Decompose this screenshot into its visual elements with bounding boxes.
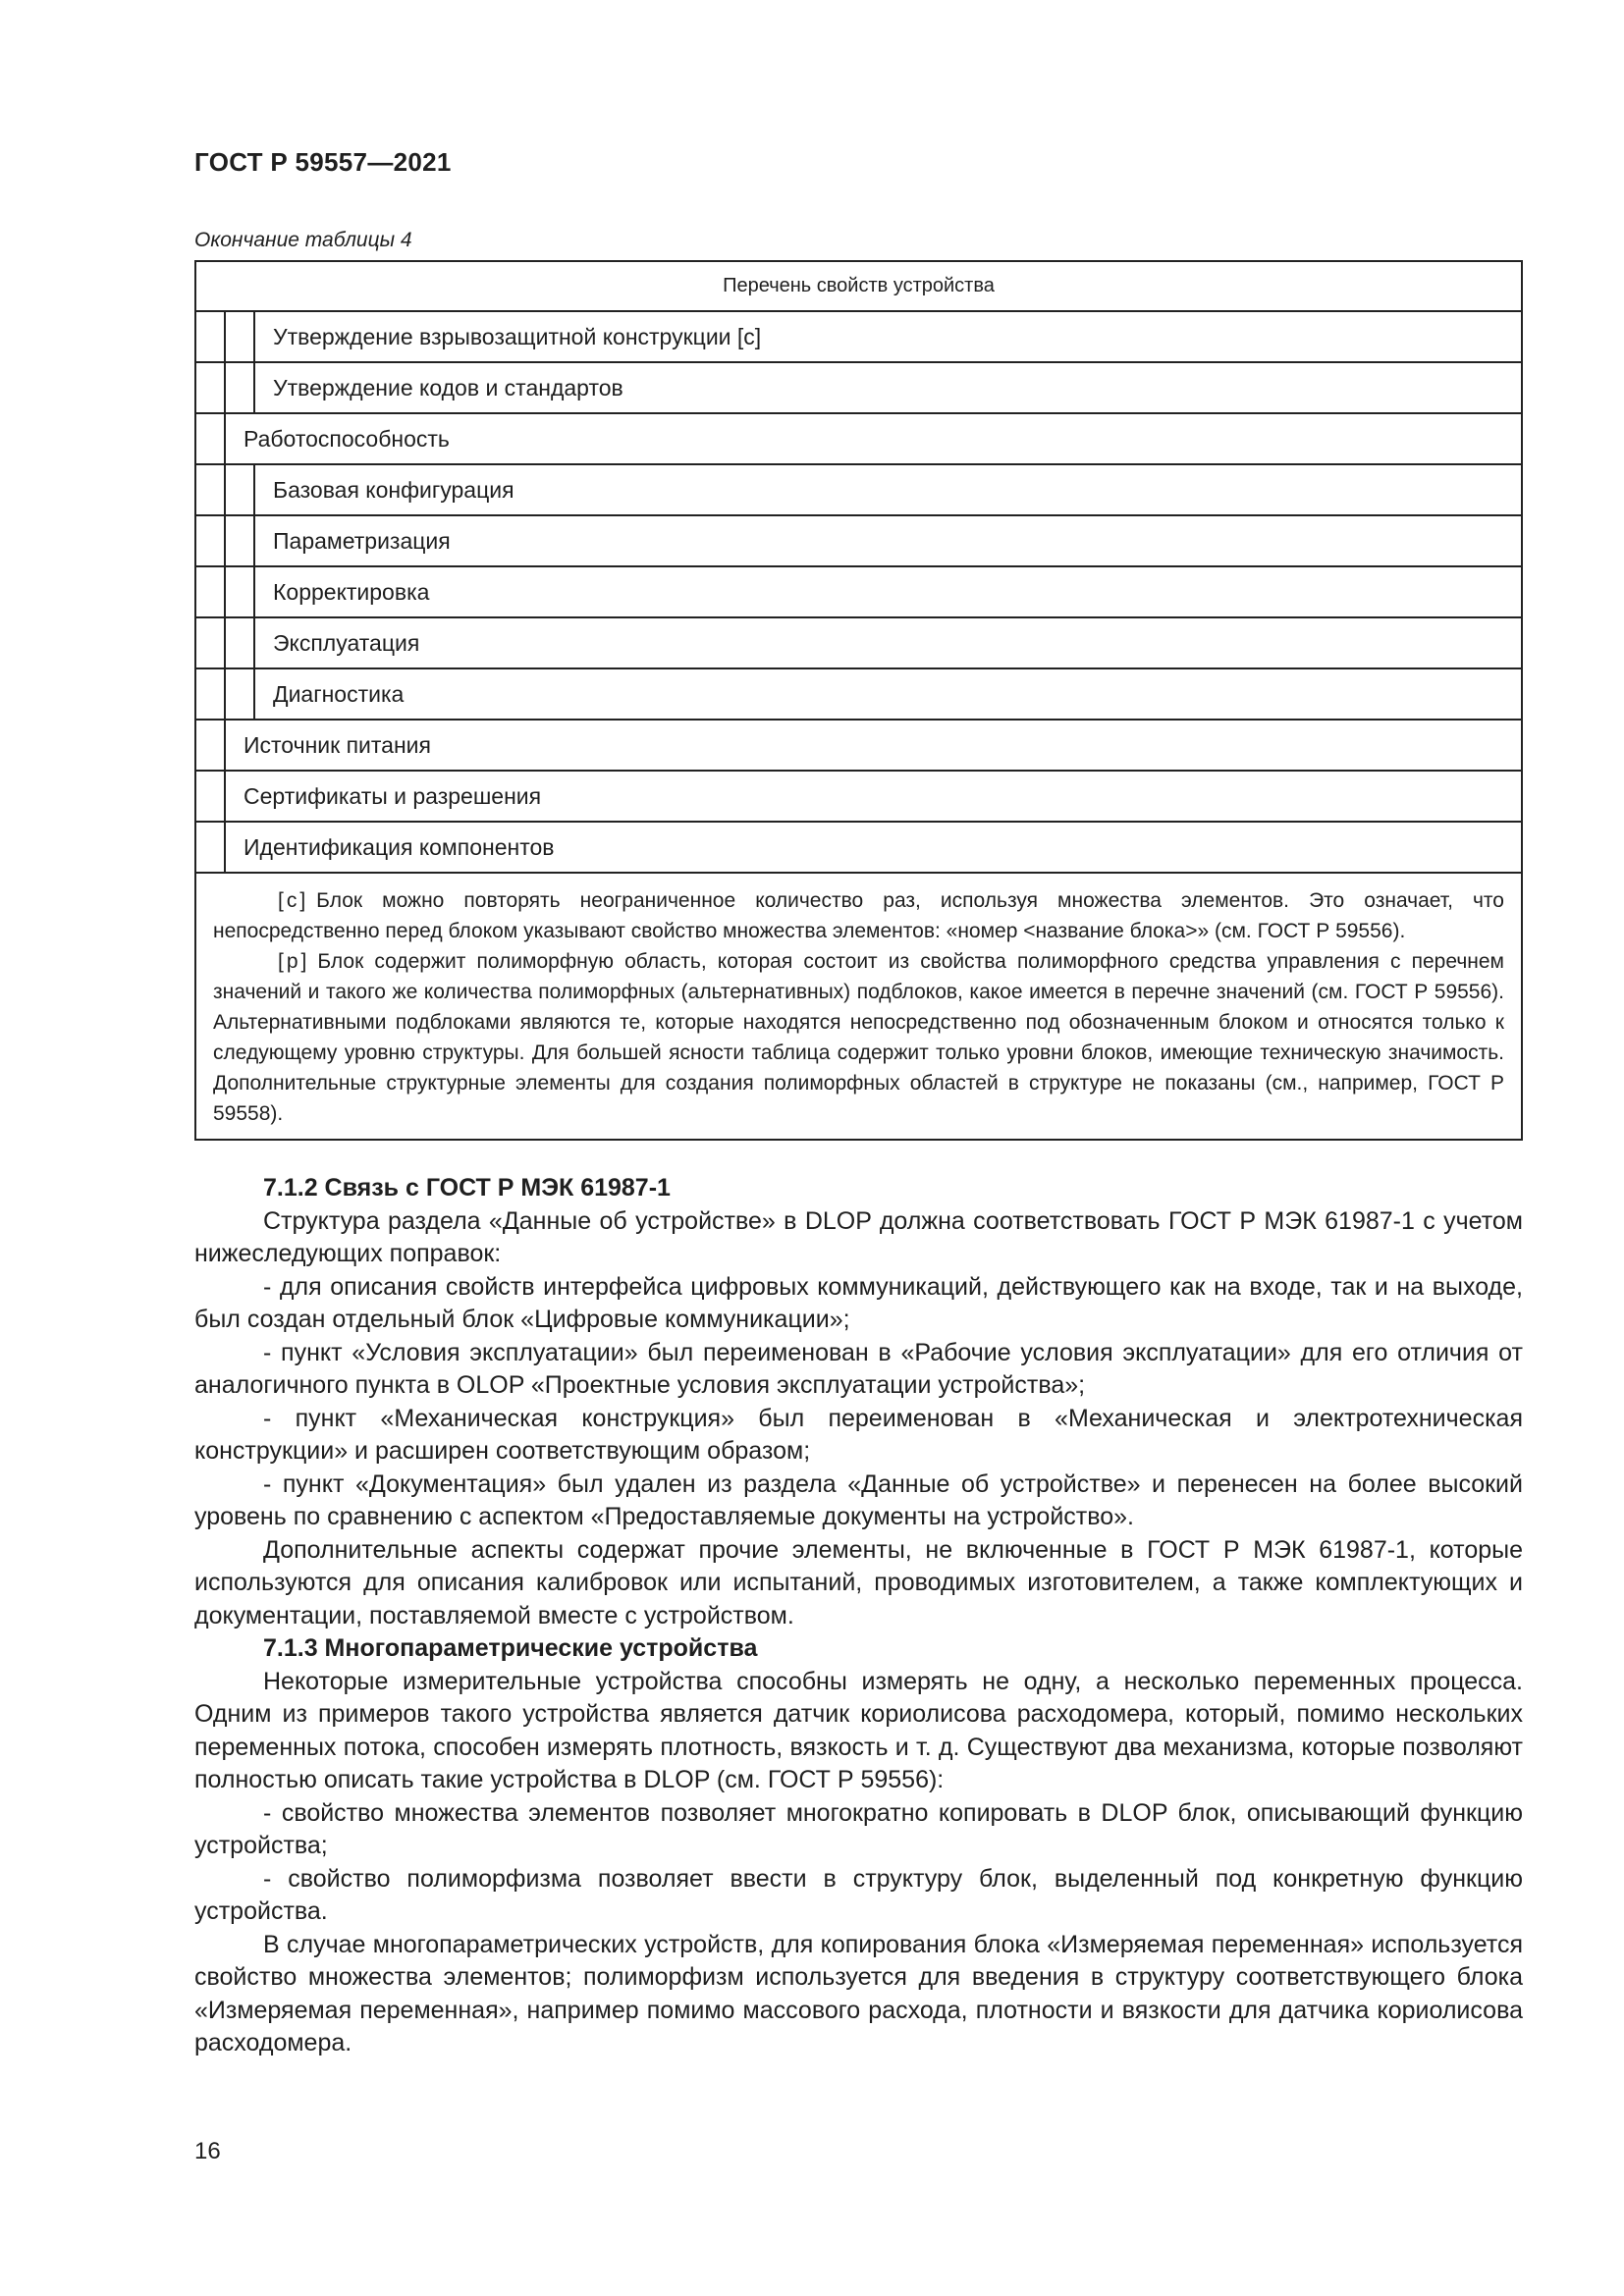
section-heading: 7.1.2 Связь с ГОСТ Р МЭК 61987-1 xyxy=(263,1174,671,1201)
table-footnotes xyxy=(196,872,1521,1139)
table-row xyxy=(196,719,1521,770)
footnote-text: Блок содержит полиморфную область, которая состоит из свойства полиморфного средства управления с перечнем значений и такого же количества полиморфных (альтернативных) подблоков, какое имеется в перечне значений (см. ГОСТ Р 59556). Альтернативными подблоками являются те, которые находятся непосредственно под обозначенным блоком и относятся только к следующему уровню структуры. Для большей ясности таблица содержит только уровни блоков, имеющие техническую значимость. Дополнительные структурные элементы для создания полиморфных областей в структуре не показаны (см., например, ГОСТ Р 59558). xyxy=(213,950,1504,1125)
table-row xyxy=(196,565,1521,616)
footnote xyxy=(213,885,1504,946)
table-row xyxy=(196,514,1521,565)
paragraph: - пункт «Условия эксплуатации» был переименован в «Рабочие условия эксплуатации» для его отличия от аналогичного пункта в OLOP «Проектные условия эксплуатации устройства»; xyxy=(194,1338,1523,1399)
footnote-mark: [c] xyxy=(278,889,309,912)
table-cell: Сертификаты и разрешения xyxy=(244,782,542,809)
paragraph: - для описания свойств интерфейса цифровых коммуникаций, действующего как на входе, так и на выходе, был создан отдельный блок «Цифровые коммуникации»; xyxy=(194,1272,1523,1333)
page-number: 16 xyxy=(194,2138,221,2164)
footnote-mark: [p] xyxy=(278,950,310,973)
table-row xyxy=(196,412,1521,463)
paragraph: Некоторые измерительные устройства способны измерять не одну, а несколько переменных процесса. Одним из примеров такого устройства является датчик кориолисова расходомера, который, помимо нескольких переменных потока, способен измерять плотность, вязкость и т. д. Существуют два механизма, которые позволяют полностью описать такие устройства в DLOP (см. ГОСТ Р 59556): xyxy=(194,1667,1523,1793)
footnote-text: Блок можно повторять неограниченное количество раз, используя множества элементов. Это означает, что непосредственно перед блоком указывают свойство множества элементов: «номер <название блока>» (см. ГОСТ Р 59556). xyxy=(213,889,1504,942)
table-cell: Диагностика xyxy=(273,680,405,707)
table-cell: Источник питания xyxy=(244,731,431,758)
table-row xyxy=(196,616,1521,667)
paragraph: В случае многопараметрических устройств, для копирования блока «Измеряемая переменная» используется свойство множества элементов; полиморфизм используется для введения в структуру соответствующего блока «Измеряемая переменная», например помимо массового расхода, плотности и вязкости для датчика кориолисова расходомера. xyxy=(194,1930,1523,2056)
table-row xyxy=(196,361,1521,412)
paragraph: - пункт «Механическая конструкция» был переименован в «Механическая и электротехническая конструкции» и расширен соответствующим образом; xyxy=(194,1404,1523,1465)
footnote xyxy=(213,946,1504,1129)
device-properties-table xyxy=(194,260,1523,1141)
body-text xyxy=(194,1172,1523,2060)
table-cell: Эксплуатация xyxy=(273,629,420,656)
table-cell: Работоспособность xyxy=(244,425,450,452)
table-header: Перечень свойств устройства xyxy=(196,262,1521,312)
paragraph: - пункт «Документация» был удален из раздела «Данные об устройстве» и перенесен на более высокий уровень по сравнению с аспектом «Предоставляемые документы на устройство». xyxy=(194,1469,1523,1530)
table-row xyxy=(196,821,1521,872)
table-row xyxy=(196,667,1521,719)
section-heading: 7.1.3 Многопараметрические устройства xyxy=(263,1634,758,1662)
table-row xyxy=(196,770,1521,821)
table-cell: Параметризация xyxy=(273,527,451,554)
paragraph: - свойство множества элементов позволяет многократно копировать в DLOP блок, описывающий функцию устройства; xyxy=(194,1798,1523,1859)
table-cell: Утверждение взрывозащитной конструкции [c] xyxy=(273,323,762,349)
paragraph: Структура раздела «Данные об устройстве» в DLOP должна соответствовать ГОСТ Р МЭК 61987-1 с учетом нижеследующих поправок: xyxy=(194,1206,1523,1267)
table-cell: Утверждение кодов и стандартов xyxy=(273,374,623,400)
document-header: ГОСТ Р 59557—2021 xyxy=(194,147,452,177)
table-caption: Окончание таблицы 4 xyxy=(194,229,412,251)
table-cell: Базовая конфигурация xyxy=(273,476,514,503)
table-row xyxy=(196,463,1521,514)
table-cell: Идентификация компонентов xyxy=(244,833,555,860)
table-row xyxy=(196,312,1521,361)
paragraph: - свойство полиморфизма позволяет ввести в структуру блок, выделенный под конкретную функцию устройства. xyxy=(194,1864,1523,1925)
table-cell: Корректировка xyxy=(273,578,430,605)
paragraph: Дополнительные аспекты содержат прочие элементы, не включенные в ГОСТ Р МЭК 61987-1, которые используются для описания калибровок или испытаний, проводимых изготовителем, а также комплектующих и документации, поставляемой вместе с устройством. xyxy=(194,1535,1523,1629)
